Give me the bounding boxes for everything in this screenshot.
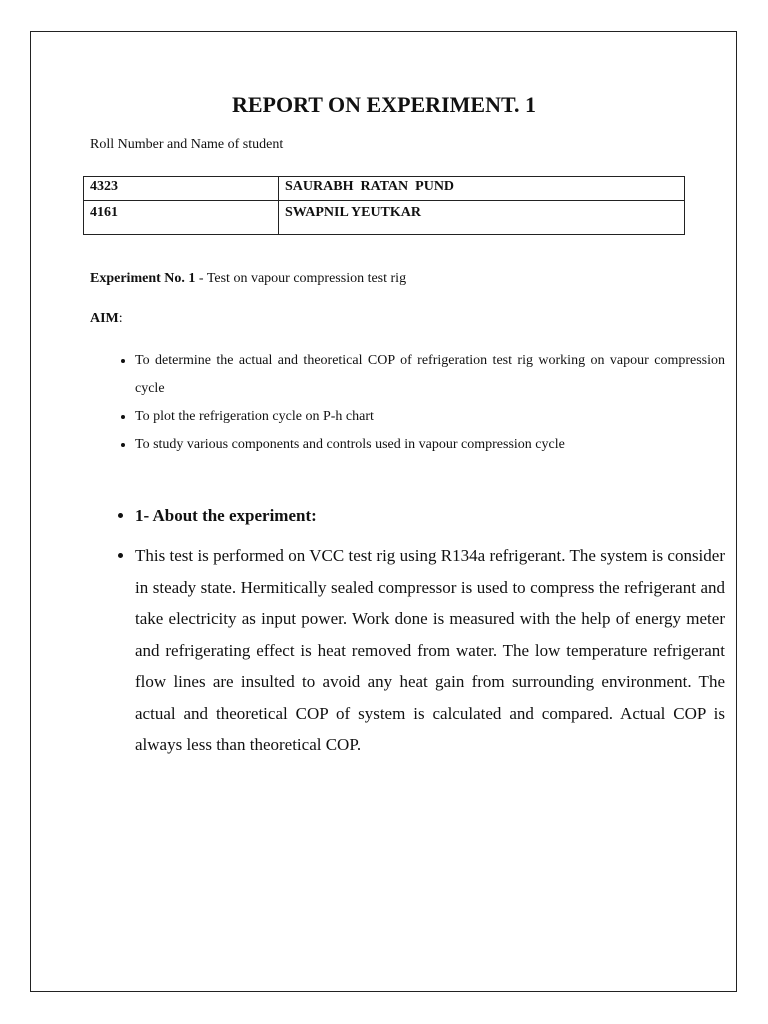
about-heading: • 1- About the experiment: [135,506,725,526]
list-item: • To determine the actual and theoretical COP of refrigeration test rig working on vapour compression cycle [135,347,725,403]
list-item: • To plot the refrigeration cycle on P-h chart [135,403,725,431]
table-row [84,201,685,235]
student-table [83,176,685,235]
experiment-separator: - [195,271,207,286]
student-name-cell: SAURABH RATAN PUND [279,177,685,201]
aim-list [90,347,725,459]
list-item: • To study various components and controls used in vapour compression cycle [135,431,725,459]
experiment-line [90,271,406,287]
roll-number-cell: 4323 [84,177,279,201]
aim-line [90,311,123,327]
roll-caption: Roll Number and Name of student [90,137,284,152]
about-section [90,506,725,761]
experiment-label: Experiment No. 1 [90,271,196,286]
table-row [84,177,685,201]
about-paragraph: • This test is performed on VCC test rig using R134a refrigerant. The system is consider in steady state. Hermitically sealed compressor is used to compress the refrigerant and take electricity as input power. Work done is measured with the help of energy meter and refrigerating effect is heat removed from water. The low temperature refrigerant flow lines are insulted to avoid any heat gain from surrounding environment. The actual and theoretical COP of system is calculated and compared. Actual COP is always less than theoretical COP. [135,540,725,761]
aim-colon: : [118,311,123,326]
aim-label: AIM [90,311,119,326]
report-title: REPORT ON EXPERIMENT. 1 [232,92,536,117]
roll-number-cell: 4161 [84,201,279,235]
experiment-text: Test on vapour compression test rig [206,271,407,286]
student-name-cell: SWAPNIL YEUTKAR [279,201,685,235]
